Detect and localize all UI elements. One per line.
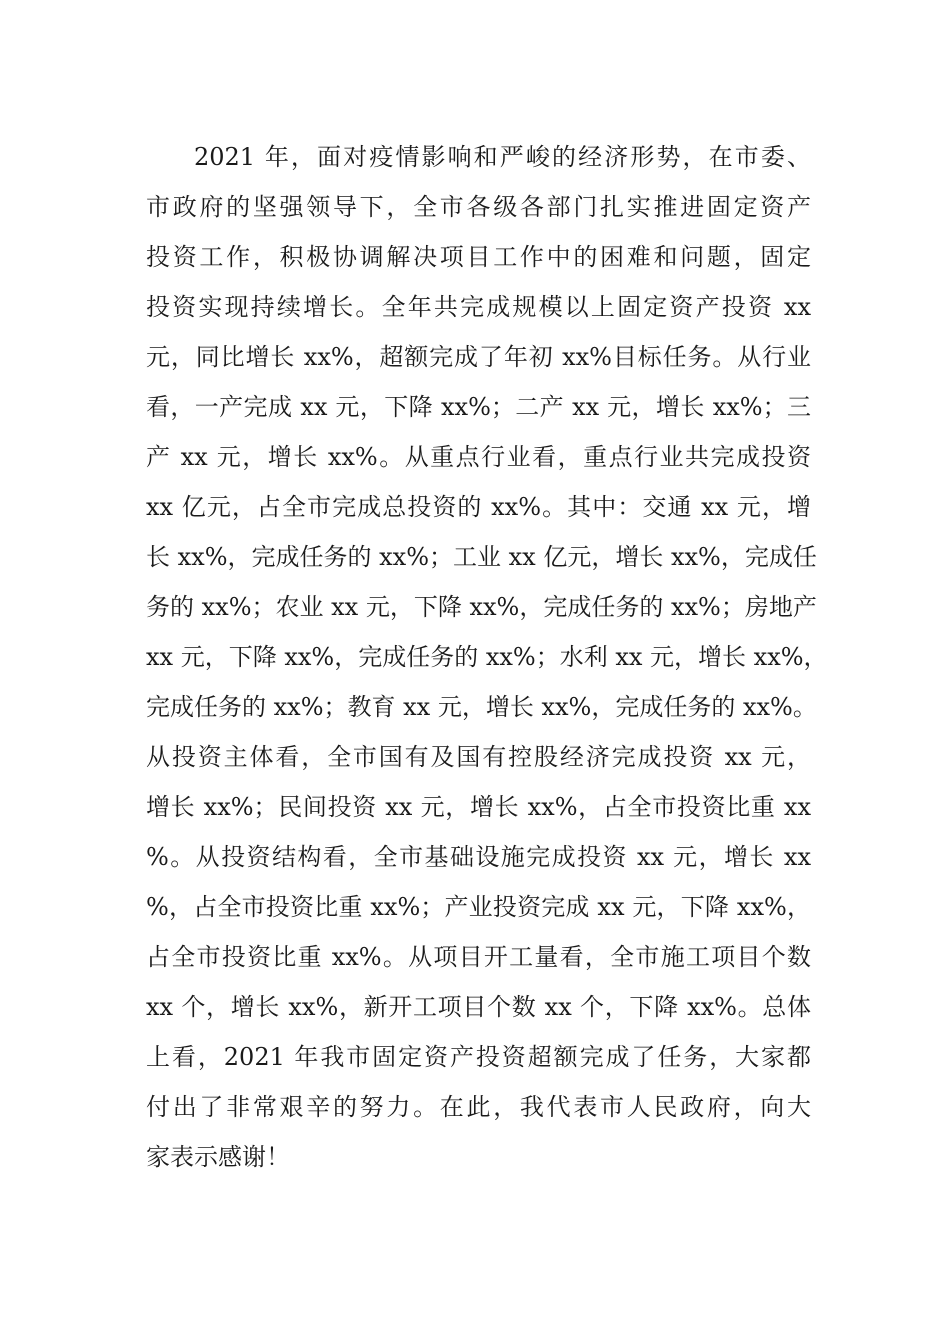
- body-paragraph: [146, 132, 828, 1182]
- text-line: 2021 年，面对疫情影响和严峻的经济形势，在市委、: [194, 143, 811, 171]
- text-line: xx 亿元，占全市完成总投资的 xx%。其中：交通 xx 元，增: [146, 493, 811, 521]
- text-line: 务的 xx%；农业 xx 元，下降 xx%，完成任务的 xx%；房地产: [146, 593, 817, 621]
- text-line: 产 xx 元，增长 xx%。从重点行业看，重点行业共完成投资: [146, 443, 811, 471]
- text-line: 元，同比增长 xx%，超额完成了年初 xx%目标任务。从行业: [146, 343, 811, 371]
- text-line: 投资工作，积极协调解决项目工作中的困难和问题，固定: [146, 243, 811, 271]
- text-line: 市政府的坚强领导下，全市各级各部门扎实推进固定资产: [146, 193, 811, 221]
- text-line: 家表示感谢！: [146, 1143, 290, 1171]
- text-line: 占全市投资比重 xx%。从项目开工量看，全市施工项目个数: [146, 943, 811, 971]
- text-line: 投资实现持续增长。全年共完成规模以上固定资产投资 xx: [146, 293, 811, 321]
- text-line: 完成任务的 xx%；教育 xx 元，增长 xx%，完成任务的 xx%。: [146, 693, 817, 721]
- text-line: %。从投资结构看，全市基础设施完成投资 xx 元，增长 xx: [146, 843, 811, 871]
- text-line: xx 个，增长 xx%，新开工项目个数 xx 个，下降 xx%。总体: [146, 993, 811, 1021]
- text-line: 从投资主体看，全市国有及国有控股经济完成投资 xx 元，: [146, 743, 811, 771]
- text-line: 上看，2021 年我市固定资产投资超额完成了任务，大家都: [146, 1043, 811, 1071]
- text-line: 增长 xx%；民间投资 xx 元，增长 xx%，占全市投资比重 xx: [146, 793, 811, 821]
- text-line: 付出了非常艰辛的努力。在此，我代表市人民政府，向大: [146, 1093, 811, 1121]
- text-line: 长 xx%，完成任务的 xx%；工业 xx 亿元，增长 xx%，完成任: [146, 543, 817, 571]
- text-line: %，占全市投资比重 xx%；产业投资完成 xx 元，下降 xx%，: [146, 893, 811, 921]
- text-line: xx 元，下降 xx%，完成任务的 xx%；水利 xx 元，增长 xx%，: [146, 643, 828, 671]
- text-line: 看，一产完成 xx 元，下降 xx%；二产 xx 元，增长 xx%；三: [146, 393, 811, 421]
